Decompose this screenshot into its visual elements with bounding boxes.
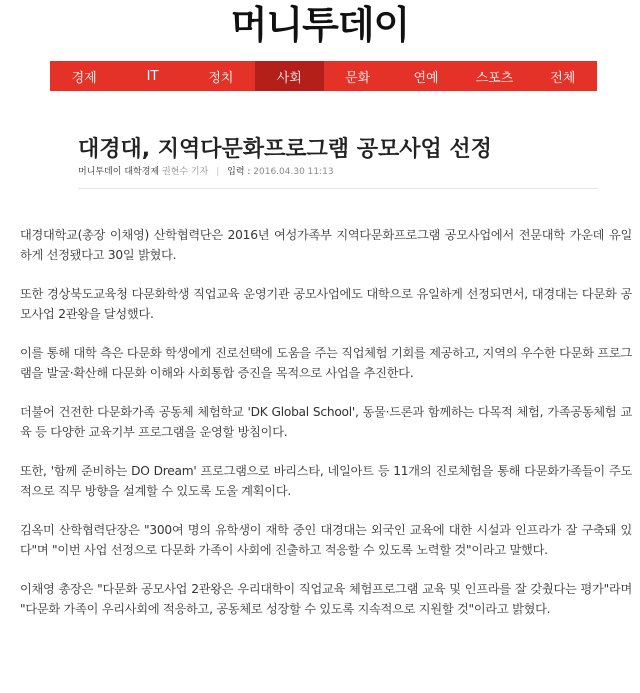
article-title: 대경대, 지역다문화프로그램 공모사업 선정 (78, 136, 492, 162)
nav-item-politics[interactable]: 정치 (208, 70, 234, 86)
category-nav (50, 61, 597, 91)
publication-name: 머니투데이 대학경제 (78, 167, 160, 177)
article-paragraph: 김옥미 산학협력단장은 "300여 명의 유학생이 재학 중인 대경대는 외국인 교육에 대한 시설과 인프라가 잘 구축돼 있다"며 "이번 사업 선정으로 다문화 가족이 사회에 진출하고 적응할 수 있도록 노력할 것"이라고 말했다. (20, 523, 632, 557)
nav-item-culture[interactable]: 문화 (345, 70, 371, 86)
article-paragraph: 이를 통해 대학 측은 다문화 학생에게 진로선택에 도움을 주는 직업체험 기회를 제공하고, 지역의 우수한 다문화 프로그램을 발굴·확산해 다문화 이해와 사회통합 증진을 목적으로 사업을 추진한다. (20, 346, 633, 380)
site-logo[interactable]: 머니투데이 (230, 3, 410, 47)
nav-item-all[interactable]: 전체 (550, 70, 576, 86)
article-paragraph: 또한, '함께 준비하는 DO Dream' 프로그램으로 바리스타, 네일아트 등 11개의 진로체험을 통해 다문화가족들이 주도적으로 직무 방향을 설계할 수 있도록 도울 계획이다. (20, 464, 632, 498)
nav-item-society[interactable]: 사회 (255, 61, 323, 91)
publish-date: 2016.04.30 11:13 (253, 167, 334, 177)
article-paragraph: 대경대학교(총장 이채영) 산학협력단은 2016년 여성가족부 지역다문화프로그램 공모사업에서 전문대학 가운데 유일하게 선정됐다고 30일 밝혔다. (20, 228, 632, 262)
article-paragraph: 더불어 건전한 다문화가족 공동체 체험학교 'DK Global School', 동물·드론과 함께하는 다목적 체험, 가족공동체험 교육 등 다양한 교육기부 프로그램을 운영할 방침이다. (20, 405, 632, 439)
article-byline (78, 166, 334, 178)
nav-item-entertainment[interactable]: 연예 (413, 70, 439, 86)
article-paragraph: 이채영 총장은 "다문화 공모사업 2관왕은 우리대학이 직업교육 체험프로그램 교육 및 인프라를 잘 갖췄다는 평가"라며 "다문화 가족이 우리사회에 적응하고, 공동체로 성장할 수 있도록 지속적으로 지원할 것"이라고 밝혔다. (20, 582, 632, 616)
nav-item-it[interactable]: IT (146, 68, 159, 84)
article-body (20, 225, 632, 638)
header-divider (78, 188, 598, 189)
article-paragraph: 또한 경상북도교육청 다문화학생 직업교육 운영기관 공모사업에도 대학으로 유일하게 선정되면서, 대경대는 다문화 공모사업 2관왕을 달성했다. (20, 287, 632, 321)
date-label: 입력 : (227, 167, 251, 177)
author-name: 권현수 기자 (161, 167, 209, 177)
nav-item-sports[interactable]: 스포츠 (475, 70, 514, 86)
byline-divider: | (216, 167, 220, 177)
nav-item-economy[interactable]: 경제 (71, 70, 97, 86)
